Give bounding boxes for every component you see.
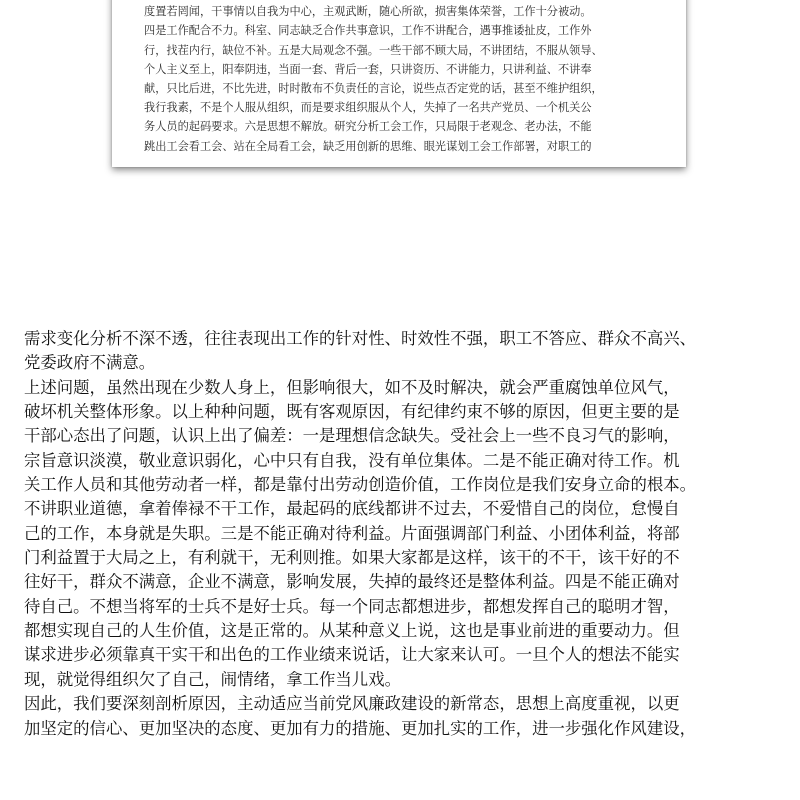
body-text-line: 因此，我们要深刻剖析原因，主动适应当前党风廉政建设的新常态，思想上高度重视，以更: [24, 694, 680, 714]
body-text-line: 谋求进步必须靠真干实干和出色的工作业绩来说话，让大家来认可。一旦个人的想法不能实: [24, 645, 680, 665]
body-text-line: 待自己。不想当将军的士兵不是好士兵。每一个同志都想进步，都想发挥自己的聪明才智，: [24, 596, 680, 616]
preview-text-line: 献，只比后进，不比先进，时时散布不负责任的言论，说些点否定党的话，甚至不维护组织，: [144, 81, 603, 95]
body-text-line: 门利益置于大局之上，有利就干，无利则推。如果大家都是这样，该干的不干，该干好的不: [24, 548, 680, 568]
body-text-line: 往好干，群众不满意，企业不满意，影响发展，失掉的最终还是整体利益。四是不能正确对: [24, 572, 680, 592]
preview-text-line: 度置若罔闻，干事情以自我为中心，主观武断，随心所欲，损害集体荣誉，工作十分被动。: [144, 5, 592, 19]
preview-text-line: 四是工作配合不力。科室、同志缺乏合作共事意识，工作不讲配合，遇事推诿扯皮，工作外: [144, 24, 592, 38]
preview-text-line: 务人员的起码要求。六是思想不解放。研究分析工会工作，只局限于老观念、老办法，不能: [144, 120, 592, 134]
body-text-line: 上述问题，虽然出现在少数人身上，但影响很大，如不及时解决，就会严重腐蚀单位风气，: [24, 377, 680, 397]
body-text-line: 不讲职业道德，拿着俸禄不干工作，最起码的底线都讲不过去，不爱惜自己的岗位，怠慢自: [24, 499, 680, 519]
document-page-preview: [112, 0, 686, 167]
body-text-line: 关工作人员和其他劳动者一样，都是靠付出劳动创造价值，工作岗位是我们安身立命的根本。: [24, 475, 697, 495]
body-text: [24, 327, 784, 741]
body-text-line: 需求变化分析不深不透，往往表现出工作的针对性、时效性不强，职工不答应、群众不高兴、: [24, 329, 697, 348]
preview-text-line: 我行我素，不是个人服从组织，而是要求组织服从个人，失掉了一名共产党员、一个机关公: [144, 101, 592, 115]
preview-text-line: 跳出工会看工会、站在全局看工会，缺乏用创新的思维、眼光谋划工会工作部署，对职工的: [144, 139, 592, 153]
body-text-line: 都想实现自己的人生价值，这是正常的。从某种意义上说，这也是事业前进的重要动力。但: [24, 621, 680, 641]
body-text-line: 现，就觉得组织欠了自己，闹情绪，拿工作当儿戏。: [24, 669, 401, 689]
preview-text-block: [144, 0, 664, 156]
preview-text-line: 行，找茬内行，缺位不补。五是大局观念不强。一些干部不顾大局，不讲团结，不服从领导、: [144, 43, 603, 57]
body-text-line: 干部心态出了问题，认识上出了偏差：一是理想信念缺失。受社会上一些不良习气的影响，: [24, 426, 680, 446]
body-text-line: 宗旨意识淡漠，敬业意识弱化，心中只有自我，没有单位集体。二是不能正确对待工作。机: [24, 450, 680, 470]
body-text-line: 加坚定的信心、更加坚决的态度、更加有力的措施、更加扎实的工作，进一步强化作风建设，: [24, 718, 697, 738]
preview-text-line: 个人主义至上，阳奉阴违，当面一套、背后一套，只讲资历、不讲能力，只讲利益、不讲奉: [144, 62, 592, 76]
body-text-line: 破坏机关整体形象。以上种种问题，既有客观原因，有纪律约束不够的原因，但更主要的是: [24, 402, 680, 422]
body-text-line: 党委政府不满意。: [24, 353, 156, 373]
body-text-line: 己的工作，本身就是失职。三是不能正确对待利益。片面强调部门利益、小团体利益，将部: [24, 523, 680, 543]
